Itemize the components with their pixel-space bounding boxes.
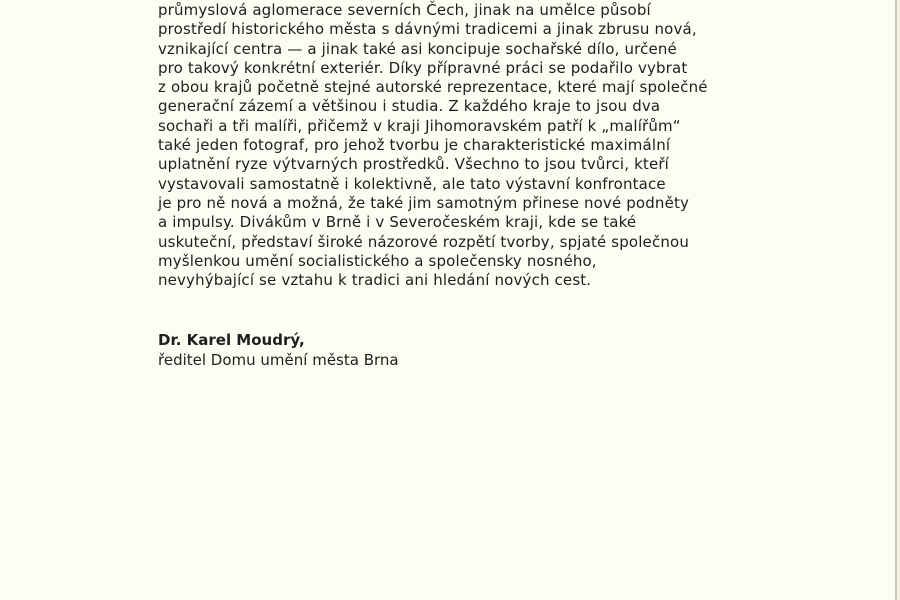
text-line: myšlenkou umění socialistického a společensky nosného,	[158, 251, 597, 270]
text-line: uplatnění ryze výtvarných prostředků. Všechno to jsou tvůrci, kteří	[158, 155, 669, 174]
signature-role: ředitel Domu umění města Brna	[158, 351, 399, 369]
text-line: vznikající centra — a jinak také asi koncipuje sochařské dílo, určené	[158, 39, 677, 58]
text-line: prostředí historického města s dávnými tradicemi a jinak zbrusu nová,	[158, 20, 697, 39]
text-line: generační zázemí a většinou i studia. Z každého kraje to jsou dva	[158, 97, 661, 116]
text-line: vystavovali samostatně i kolektivně, ale tato výstavní konfrontace	[158, 174, 666, 193]
text-line: pro takový konkrétní exteriér. Díky přípravné práci se podařilo vybrat	[158, 58, 688, 77]
text-line: nevyhýbající se vztahu k tradici ani hledání nových cest.	[158, 271, 592, 290]
text-line: je pro ně nová a možná, že také jim samotným přinese nové podněty	[158, 193, 690, 212]
text-line: a impulsy. Divákům v Brně i v Severočeském kraji, kde se také	[158, 213, 637, 232]
text-line: také jeden fotograf, pro jehož tvorbu je charakteristické maximální	[158, 136, 671, 155]
text-line: průmyslová aglomerace severních Čech, jinak na umělce působí	[158, 1, 651, 19]
body-paragraph	[158, 1, 718, 290]
text-line: z obou krajů početně stejné autorské reprezentace, které mají společné	[158, 78, 708, 97]
signature-name: Dr. Karel Moudrý,	[158, 331, 305, 349]
signature-block	[158, 330, 558, 370]
text-line: uskuteční, představí široké názorové rozpětí tvorby, spjaté společnou	[158, 232, 689, 251]
text-line: sochaři a tři malíři, přičemž v kraji Jihomoravském patří k „malířům“	[158, 116, 681, 135]
